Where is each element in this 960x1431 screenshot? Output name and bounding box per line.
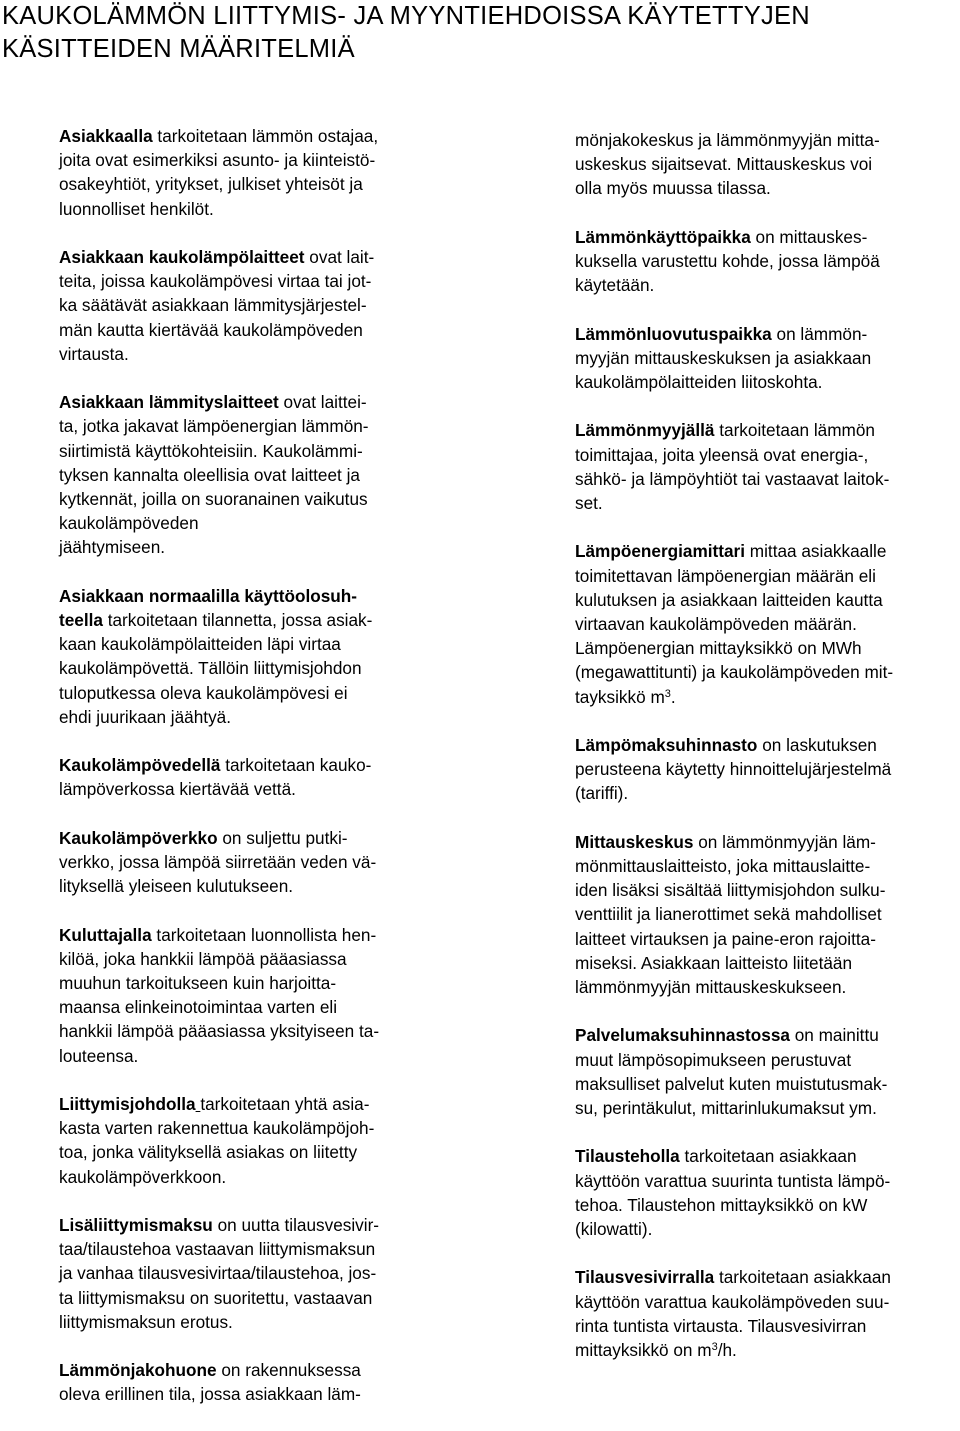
term: Lämpömaksuhinnasto <box>575 735 758 755</box>
term: Tilausteholla <box>575 1146 680 1167</box>
definition-text: maansa elinkeinotoimintaa varten eli <box>59 997 338 1018</box>
definition-text: ovat lait- <box>304 247 375 267</box>
definition-text: on mittauskes- <box>750 226 868 247</box>
definition-text: kulutuksen ja asiakkaan laitteiden kautta <box>575 589 883 610</box>
definition-text: mönmittauslaitteisto, joka mittauslaitte- <box>575 856 871 876</box>
definition-normaalilla <box>59 584 459 729</box>
definition-text: (tariffi). <box>575 783 629 804</box>
definition-tilausteholla <box>575 1144 960 1241</box>
definition-text: Lämpöenergian mittayksikkö on MWh <box>575 638 862 659</box>
page-title <box>2 0 952 66</box>
definition-text: . <box>670 686 676 707</box>
term: Kaukolämpövedellä <box>59 755 221 776</box>
superscript: 3 <box>711 1341 718 1354</box>
term: Tilausvesivirralla <box>575 1267 715 1288</box>
definition-liittymisjohdolla <box>59 1092 459 1189</box>
term: Kuluttajalla <box>59 924 152 945</box>
definition-text: tyksen kannalta oleellisia ovat laitteet ja <box>59 464 360 485</box>
definition-text: kuksella varustettu kohde, jossa lämpöä <box>575 251 880 271</box>
definition-text: olla myös muussa tilassa. <box>575 178 771 199</box>
definition-lampomaksuhinnasto <box>575 733 960 806</box>
right-column <box>575 128 960 1386</box>
term: Asiakkaalla <box>59 126 153 146</box>
definition-text: muuhun tarkoitukseen kuin harjoitta- <box>59 973 337 994</box>
definition-text: uskeskus sijaitsevat. Mittauskeskus voi <box>575 154 873 175</box>
definition-text: tarkoitetaan lämmön ostajaa, <box>152 126 379 146</box>
definition-asiakkaalla <box>59 124 459 221</box>
definition-text: rinta tuntista virtausta. Tilausvesivirran <box>575 1315 867 1336</box>
definition-text: ovat laittei- <box>278 392 367 413</box>
definition-text: tarkoitetaan luonnollista hen- <box>151 924 377 945</box>
definition-text: ka säätävät asiakkaan lämmitysjärjestel- <box>59 295 367 316</box>
term: Lämmönjakohuone <box>59 1360 217 1381</box>
definition-text: lämmönmyyjän mittauskeskukseen. <box>575 977 847 998</box>
definition-kuluttajalla <box>59 923 459 1068</box>
term: Palvelumaksuhinnastossa <box>575 1025 790 1046</box>
definition-text: laitteet virtauksen ja paine-eron rajoitta- <box>575 928 876 949</box>
definition-text: /h. <box>717 1340 737 1361</box>
definition-text: lityksellä yleiseen kulutukseen. <box>59 876 294 897</box>
definition-text: kilöä, joka hankkii lämpöä pääasiassa <box>59 948 347 969</box>
definition-text: (kilowatti). <box>575 1219 653 1240</box>
term: Lämmönluovutuspaikka <box>575 323 772 344</box>
definition-text: hankkii lämpöä pääasiassa yksityiseen ta- <box>59 1021 380 1042</box>
definition-kaukolampolaitteet <box>59 245 459 366</box>
definition-palvelumaksuhinnastossa <box>575 1023 960 1120</box>
definition-text: virtaavan kaukolämpöveden määrän. <box>575 614 857 634</box>
term: Lisäliittymismaksu <box>59 1215 213 1236</box>
definition-lammonjakohuone-continued <box>575 128 960 201</box>
definition-text: tayksikkö m <box>575 686 665 707</box>
term: Kaukolämpöverkko <box>59 827 218 848</box>
definition-kaukolampovedella <box>59 753 459 801</box>
superscript: 3 <box>664 687 671 700</box>
definition-text: tarkoitetaan asiakkaan <box>679 1146 857 1167</box>
definition-text: käyttöön varattua kaukolämpöveden suu- <box>575 1291 890 1312</box>
page-title-line-1: KAUKOLÄMMÖN LIITTYMIS- JA MYYNTIEHDOISSA KÄYTETTYJEN <box>2 2 810 30</box>
definition-lammonmyyjalla <box>575 418 960 515</box>
term: Mittauskeskus <box>575 831 694 852</box>
definition-lammonjakohuone <box>59 1358 459 1406</box>
definition-text: mönjakokeskus ja lämmönmyyjän mitta- <box>575 130 880 150</box>
definition-text: tehoa. Tilaustehon mittayksikkö on kW <box>575 1194 868 1215</box>
definition-text: siirtimistä käyttökohteisiin. Kaukolämmi- <box>59 440 363 461</box>
definition-text: ehdi juurikaan jäähtyä. <box>59 706 231 727</box>
term: Asiakkaan normaalilla käyttöolosuh- <box>59 585 358 606</box>
term: Lämpöenergiamittari <box>575 541 746 562</box>
definition-text: joita ovat esimerkiksi asunto- ja kiinteistö- <box>59 150 376 171</box>
term: Lämmönmyyjällä <box>575 420 715 441</box>
definition-text: set. <box>575 493 603 513</box>
definition-text: kaukolämpölaitteiden liitoskohta. <box>575 372 823 392</box>
definition-text: tuloputkessa oleva kaukolämpövesi ei <box>59 682 348 703</box>
definition-text: on suljettu putki- <box>217 827 348 848</box>
definition-text: myyjän mittauskeskuksen ja asiakkaan <box>575 347 872 368</box>
definition-text: su, perintäkulut, mittarinlukumaksut ym. <box>575 1098 877 1119</box>
definition-text: iden lisäksi sisältää liittymisjohdon sulku- <box>575 880 886 901</box>
definition-text: on lämmönmyyjän läm- <box>693 831 876 852</box>
definition-text: on mainittu <box>789 1025 879 1046</box>
definition-text: tarkoitetaan asiakkaan <box>714 1267 891 1288</box>
term: teella <box>59 610 103 631</box>
definition-text: liittymismaksun erotus. <box>59 1311 233 1332</box>
definition-kaukolampoverkko <box>59 826 459 899</box>
definition-text: osakeyhtiöt, yritykset, julkiset yhteisöt ja <box>59 174 363 195</box>
definition-text: taa/tilaustehoa vastaavan liittymismaksun <box>59 1239 376 1260</box>
definition-text: louteensa. <box>59 1045 139 1066</box>
definition-text: mittayksikkö on m <box>575 1340 712 1361</box>
page-title-line-2: KÄSITTEIDEN MÄÄRITELMIÄ <box>2 35 355 63</box>
definition-text: kaan kaukolämpölaitteiden läpi virtaa <box>59 634 341 655</box>
definition-text: jäähtymiseen. <box>59 537 166 558</box>
definition-text: maksulliset palvelut kuten muistutusmak- <box>575 1073 888 1094</box>
definition-text: luonnolliset henkilöt. <box>59 198 214 219</box>
definition-text: tarkoitetaan lämmön <box>714 420 875 441</box>
left-column <box>59 124 459 1431</box>
definition-text: toimittajaa, joita yleensä ovat energia-, <box>575 444 869 465</box>
definition-text: käytetään. <box>575 275 655 296</box>
definition-text: ta liittymismaksu on suoritettu, vastaavan <box>59 1287 373 1308</box>
definition-text: on uutta tilausvesivir- <box>212 1215 380 1236</box>
definition-text: sähkö- ja lämpöyhtiöt tai vastaavat laitok- <box>575 468 890 489</box>
definition-text: perusteena käytetty hinnoittelujärjestelmä <box>575 759 892 780</box>
definition-text: kasta varten rakennettua kaukolämpöjoh- <box>59 1118 375 1139</box>
definition-lampoenergiamittari <box>575 539 960 708</box>
definition-text: tarkoitetaan yhtä asia- <box>200 1094 370 1115</box>
definition-text: kaukolämpöveden <box>59 513 199 534</box>
definition-lammonluovutuspaikka <box>575 322 960 395</box>
definition-lisaliittymismaksu <box>59 1213 459 1334</box>
definition-text: oleva erillinen tila, jossa asiakkaan läm- <box>59 1384 361 1405</box>
definition-text: kaukolämpövettä. Tällöin liittymisjohdon <box>59 658 362 679</box>
definition-text: män kautta kiertävää kaukolämpöveden <box>59 319 363 340</box>
term: Asiakkaan kaukolämpölaitteet <box>59 247 305 267</box>
definition-text: käyttöön varattua suurinta tuntista lämpö- <box>575 1170 891 1191</box>
definition-lammonkayttopaikka <box>575 225 960 298</box>
term: Liittymisjohdolla <box>59 1094 196 1115</box>
definition-text: on rakennuksessa <box>216 1360 361 1381</box>
definition-text: muut lämpösopimukseen perustuvat <box>575 1049 852 1070</box>
term: Asiakkaan lämmityslaitteet <box>59 392 279 413</box>
definition-tilausvesivirralla <box>575 1265 960 1362</box>
definition-text: lämpöverkossa kiertävää vettä. <box>59 779 296 800</box>
definition-text: on laskutuksen <box>757 735 877 755</box>
definition-text: (megawattitunti) ja kaukolämpöveden mit- <box>575 662 894 683</box>
definition-text: on lämmön- <box>771 323 868 344</box>
definition-text: toa, jonka välityksellä asiakas on liitetty <box>59 1142 358 1163</box>
definition-text: miseksi. Asiakkaan laitteisto liitetään <box>575 952 853 973</box>
definition-lammityslaitteet <box>59 390 459 559</box>
definition-text: teita, joissa kaukolämpövesi virtaa tai jot- <box>59 271 372 292</box>
definition-text: ta, jotka jakavat lämpöenergian lämmön- <box>59 416 369 437</box>
definition-text: tarkoitetaan tilannetta, jossa asiak- <box>102 610 373 631</box>
definition-text: verkko, jossa lämpöä siirretään veden vä- <box>59 852 377 873</box>
term: Lämmönkäyttöpaikka <box>575 226 751 247</box>
definition-text: mittaa asiakkaalle <box>745 541 887 562</box>
definition-mittauskeskus <box>575 830 960 999</box>
definition-text: kaukolämpöverkkoon. <box>59 1166 227 1187</box>
definition-text: virtausta. <box>59 343 129 364</box>
definition-text: kytkennät, joilla on suoranainen vaikutus <box>59 489 368 510</box>
definition-text: venttiilit ja lianerottimet sekä mahdolliset <box>575 904 882 925</box>
definition-text: toimitettavan lämpöenergian määrän eli <box>575 565 876 586</box>
definition-text: tarkoitetaan kauko- <box>220 755 372 776</box>
definition-text: ja vanhaa tilausvesivirtaa/tilaustehoa, jos- <box>59 1263 377 1284</box>
